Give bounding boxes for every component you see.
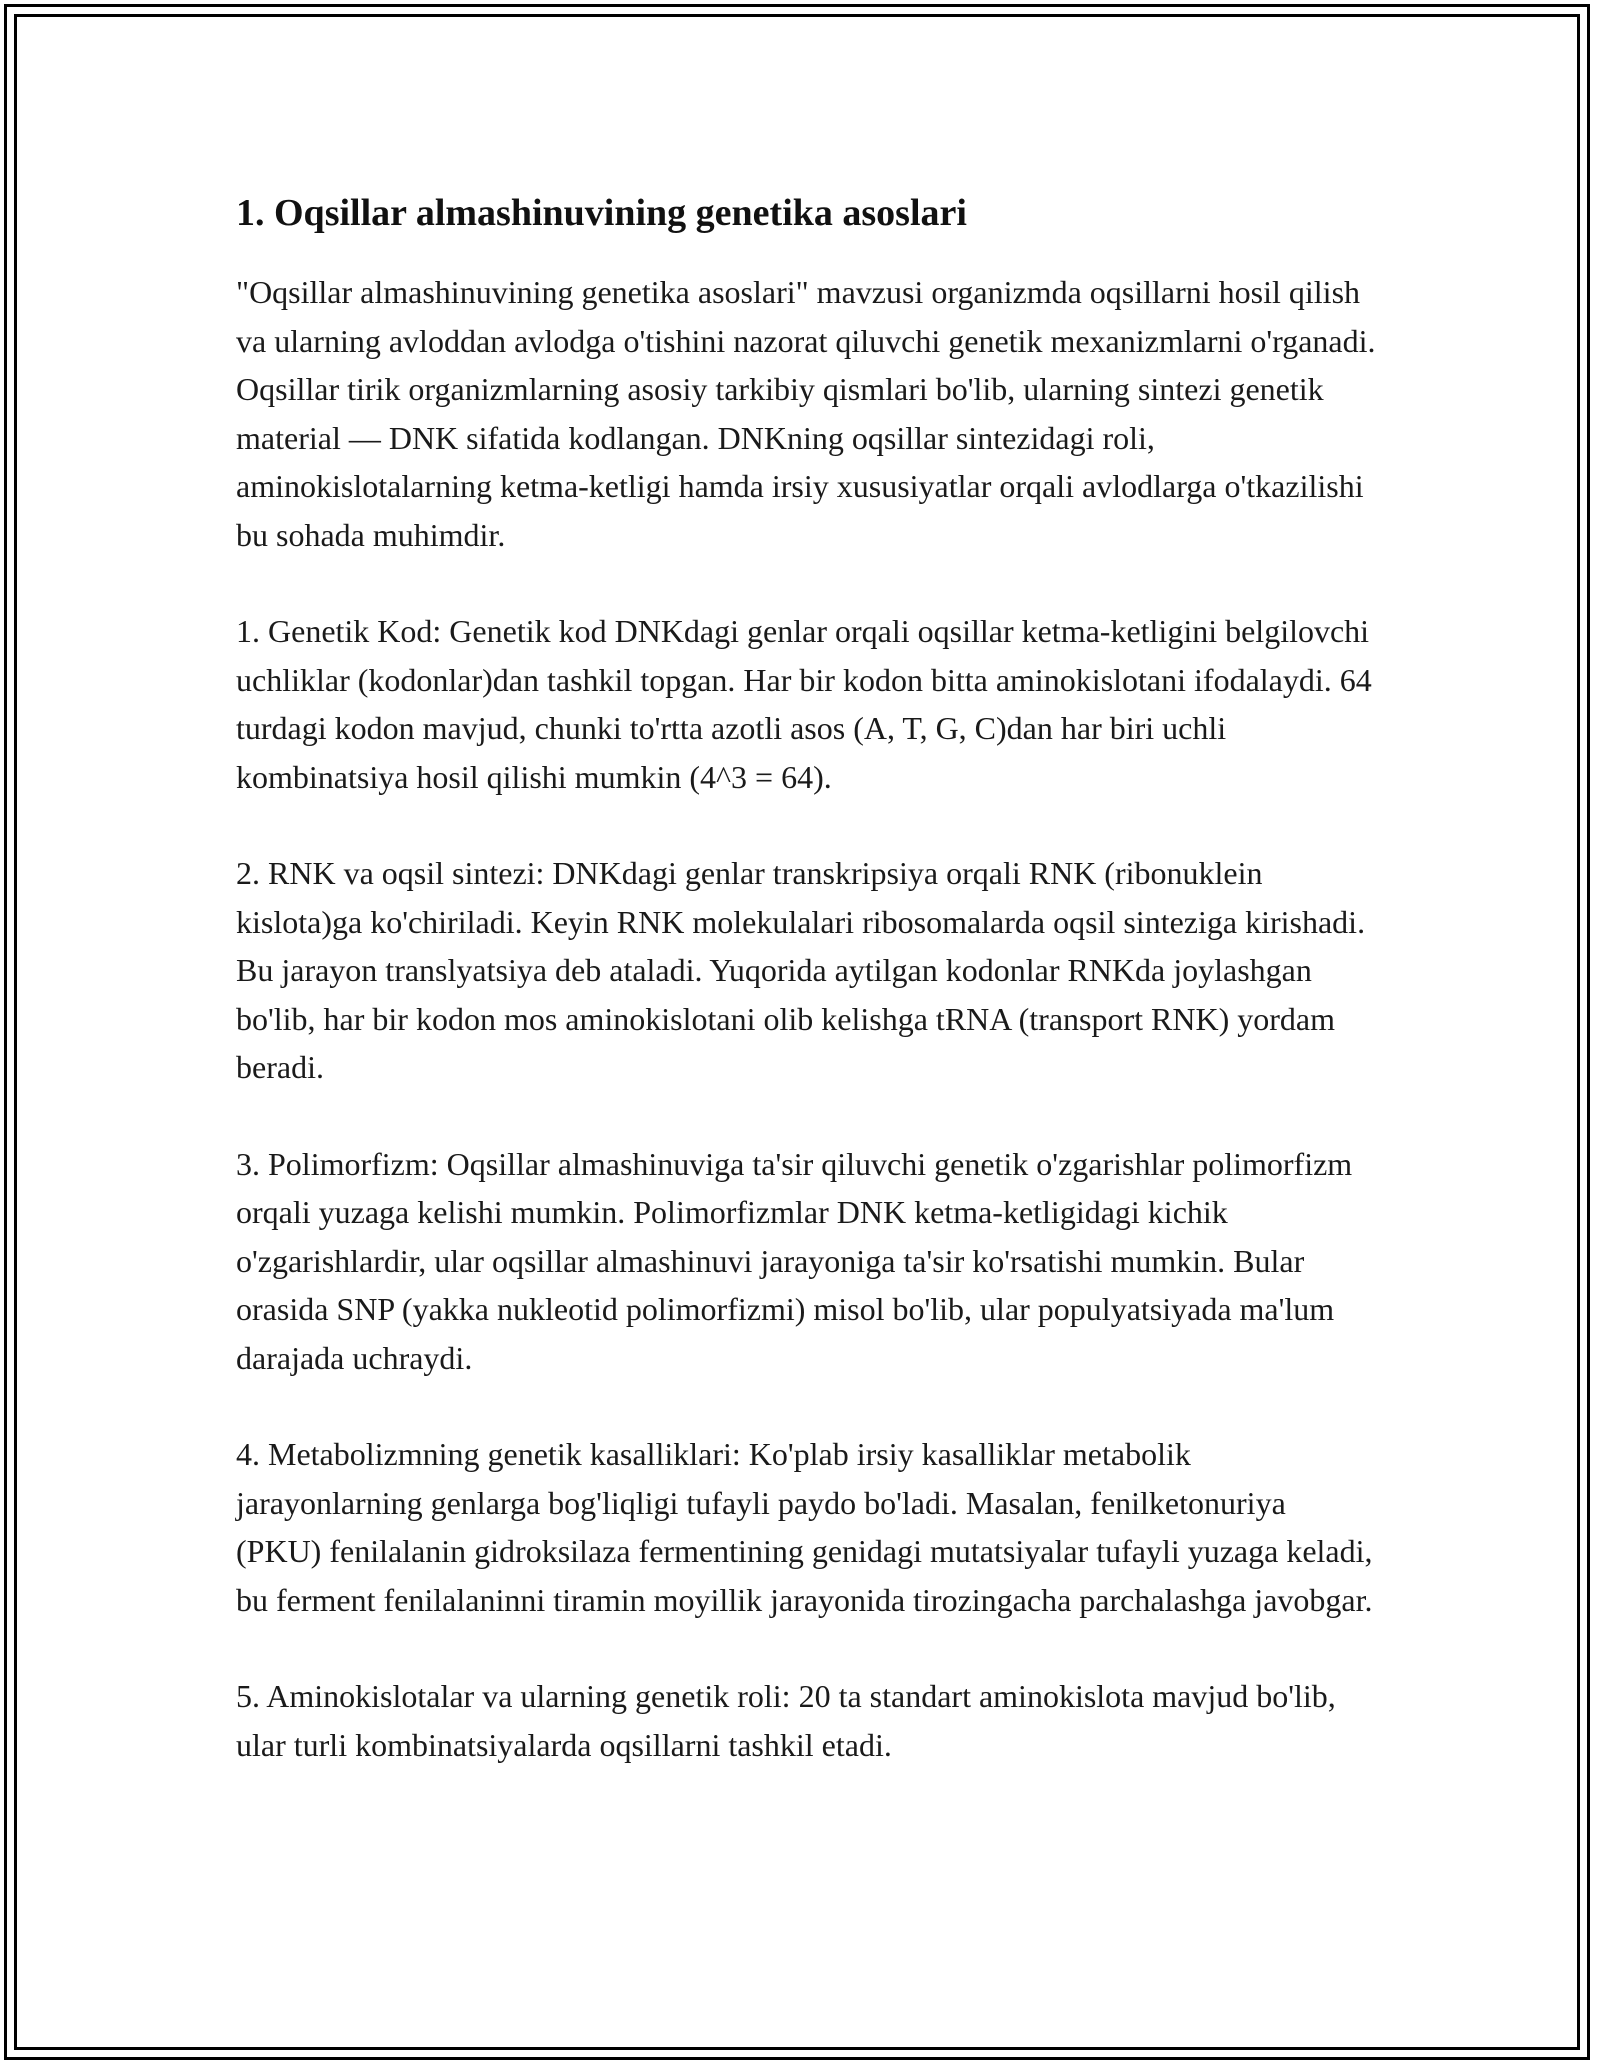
document-body xyxy=(236,186,1376,1817)
document-title: 1. Oqsillar almashinuvining genetika asoslari xyxy=(236,192,967,234)
paragraph-rna-protein-synthesis: 2. RNK va oqsil sintezi: DNKdagi genlar transkripsiya orqali RNK (ribonuklein kislota)ga ko'chiriladi. Keyin RNK molekulalari ribosomalarda oqsil sinteziga kirishadi. Bu jarayon translyatsiya deb ataladi. Yuqorida aytilgan kodonlar RNKda joylashgan bo'lib, har bir kodon mos aminokislotani olib kelishga tRNA (transport RNK) yordam beradi. xyxy=(236,855,1366,1085)
paragraph-amino-acids: 5. Aminokislotalar va ularning genetik roli: 20 ta standart aminokislota mavjud bo'lib, ular turli kombinatsiyalarda oqsillarni tashkil etadi. xyxy=(236,1678,1336,1763)
paragraph-intro: "Oqsillar almashinuvining genetika asoslari" mavzusi organizmda oqsillarni hosil qilish va ularning avloddan avlodga o'tishini nazorat qiluvchi genetik mexanizmlarni o'rganadi. Oqsillar tirik organizmlarning asosiy tarkibiy qismlari bo'lib, ularning sintezi genetik material — DNK sifatida kodlangan. DNKning oqsillar sintezidagi roli, aminokislotalarning ketma-ketligi hamda irsiy xususiyatlar orqali avlodlarga o'tkazilishi bu sohada muhimdir. xyxy=(236,274,1376,553)
paragraph-polymorphism: 3. Polimorfizm: Oqsillar almashinuviga ta'sir qiluvchi genetik o'zgarishlar polimorfizm orqali yuzaga kelishi mumkin. Polimorfizmlar DNK ketma-ketligidagi kichik o'zgarishlardir, ular oqsillar almashinuvi jarayoniga ta'sir ko'rsatishi mumkin. Bular orasida SNP (yakka nukleotid polimorfizmi) misol bo'lib, ular populyatsiyada ma'lum darajada uchraydi. xyxy=(236,1145,1353,1376)
paragraph-metabolic-diseases: 4. Metabolizmning genetik kasalliklari: Ko'plab irsiy kasalliklar metabolik jarayonlarning genlarga bog'liqligi tufayli paydo bo'ladi. Masalan, fenilketonuriya (PKU) fenilalanin gidroksilaza fermentining genidagi mutatsiyalar tufayli yuzaga keladi, bu ferment fenilalaninni tiramin moyillik jarayonida tirozingacha parchalashga javobgar. xyxy=(236,1436,1373,1618)
paragraph-genetic-code: 1. Genetik Kod: Genetik kod DNKdagi genlar orqali oqsillar ketma-ketligini belgilovchi uchliklar (kodonlar)dan tashkil topgan. Har bir kodon bitta aminokislotani ifodalaydi. 64 turdagi kodon mavjud, chunki to'rtta azotli asos (A, T, G, C)dan har biri uchli kombinatsiya hosil qilishi mumkin (4^3 = 64). xyxy=(236,613,1372,795)
